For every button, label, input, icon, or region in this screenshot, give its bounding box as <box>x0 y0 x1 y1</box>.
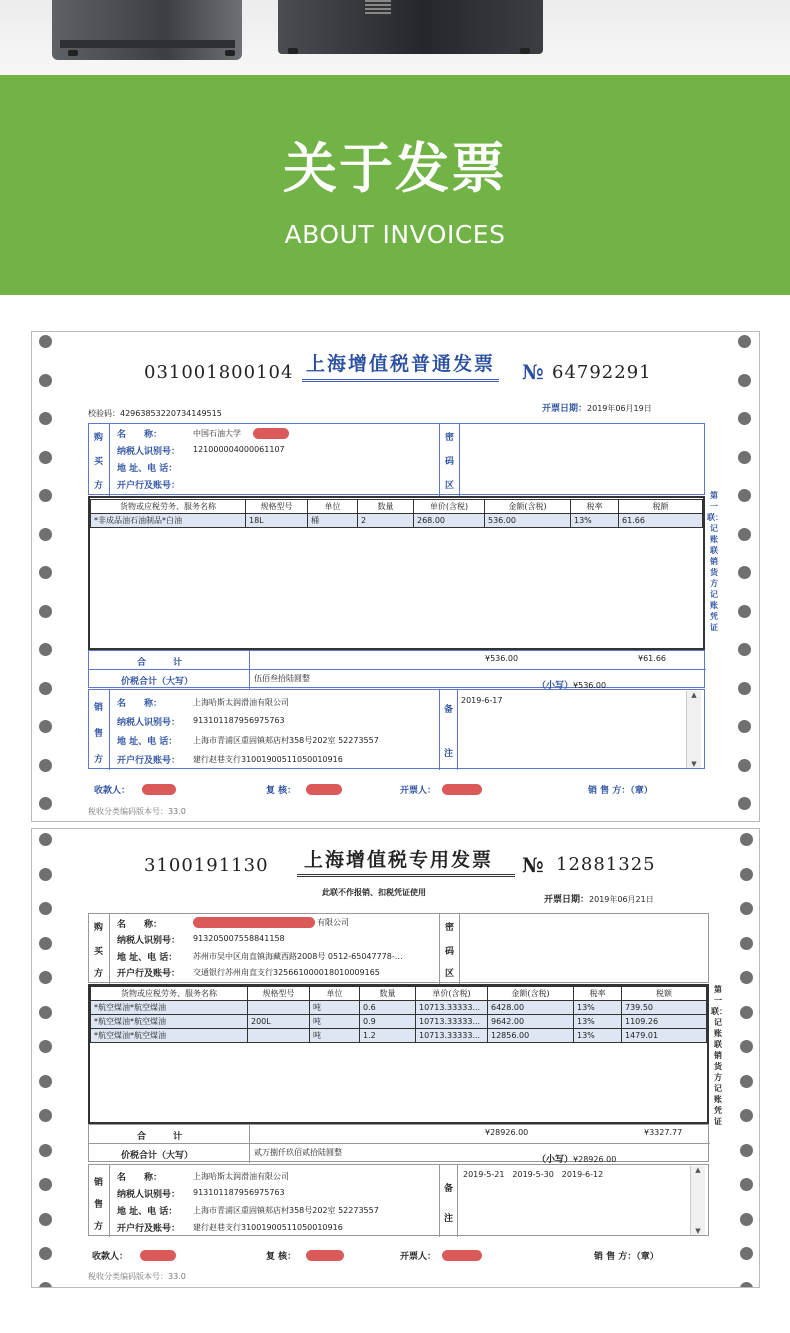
perforation-hole <box>39 1075 52 1088</box>
perforation-hole <box>39 1040 52 1053</box>
seller-side-1: 销 <box>94 703 104 713</box>
total-label: 合 计 <box>137 658 183 668</box>
secret-side-1: 密 <box>445 433 455 443</box>
remark-side-1: 备 <box>444 705 454 715</box>
item-unit: 桶 <box>308 514 358 528</box>
invoice-title: 上海增值税专用发票 <box>304 849 494 871</box>
review-label: 复 核： <box>266 1252 297 1262</box>
item-spec: 18L <box>246 514 308 528</box>
buyer-taxid: 913205007558841158 <box>193 934 285 943</box>
perforation-hole <box>39 868 52 881</box>
tax-total-label: 价税合计（大写） <box>121 677 194 687</box>
perforation-hole <box>740 1006 753 1019</box>
col-header: 货物或应税劳务、服务名称 <box>91 500 246 514</box>
total-upper: 贰万捌仟玖佰贰拾陆圆整 <box>254 1148 342 1157</box>
invoice-subtitle: 此联不作报销、扣税凭证使用 <box>322 888 426 897</box>
redaction-mark <box>306 1250 344 1261</box>
buyer-side-3: 方 <box>94 481 104 491</box>
perforation-hole <box>738 528 751 541</box>
product-photo-strip <box>0 0 790 75</box>
issue-date: 开票日期：2019年06月19日 <box>542 404 652 414</box>
item-rate: 13% <box>574 1029 622 1043</box>
items-table <box>90 986 707 1043</box>
banner-subtitle: ABOUT INVOICES <box>284 220 506 249</box>
buyer-bank: 交通银行苏州甪直支行325661000018010009165 <box>193 968 380 977</box>
perforation-hole <box>39 1144 52 1157</box>
perforation-hole <box>39 937 52 950</box>
payee-label: 收款人： <box>94 786 131 796</box>
buyer-side-2: 买 <box>94 457 104 467</box>
seller-bank: 建行赵巷支行31001900511050010916 <box>193 755 343 764</box>
seller-side-2: 售 <box>94 1200 104 1210</box>
total-label: 合 计 <box>137 1132 183 1142</box>
perforation-hole <box>39 682 52 695</box>
perforation-hole <box>740 971 753 984</box>
perforation-hole <box>738 374 751 387</box>
item-amount: 9642.00 <box>488 1015 574 1029</box>
col-header: 数量 <box>358 500 414 514</box>
buyer-name-label: 名 称： <box>117 920 163 930</box>
seller-section <box>88 689 705 769</box>
col-header: 货物或应税劳务、服务名称 <box>91 987 248 1001</box>
total-lower: （小写）¥28926.00 <box>537 1155 617 1165</box>
seller-addr-label: 地 址、电 话： <box>117 1207 178 1217</box>
perforation-hole <box>740 1213 753 1226</box>
remark-side-2: 注 <box>444 749 454 759</box>
seller-side-3: 方 <box>94 1222 104 1232</box>
invoice-number: 64792291 <box>552 362 652 383</box>
col-header: 税率 <box>574 987 622 1001</box>
invoice-ordinary <box>31 331 760 822</box>
seller-seal-label: 销 售 方：（章） <box>594 1252 659 1262</box>
perforation-hole <box>740 1282 753 1289</box>
col-header: 规格型号 <box>248 987 310 1001</box>
perforation-hole <box>738 759 751 772</box>
redaction-mark <box>140 1250 176 1261</box>
seller-taxid-label: 纳税人识别号： <box>117 1190 181 1200</box>
scroll-up-icon[interactable]: ▲ <box>695 1166 701 1174</box>
buyer-bank-label: 开户行及账号： <box>117 969 181 979</box>
buyer-name: 有限公司 <box>317 918 349 927</box>
redaction-mark <box>253 428 289 439</box>
item-tax: 1109.26 <box>622 1015 707 1029</box>
perforation-hole <box>740 1144 753 1157</box>
col-header: 税率 <box>571 500 619 514</box>
item-unit: 吨 <box>310 1029 360 1043</box>
seller-bank: 建行赵巷支行31001900511050010916 <box>193 1223 343 1232</box>
tax-total-label: 价税合计（大写） <box>121 1151 194 1161</box>
seller-addr-label: 地 址、电 话： <box>117 737 178 747</box>
redaction-mark <box>193 917 315 928</box>
remark-side-2: 注 <box>444 1214 454 1224</box>
item-name: *非成品油石油制品*白油 <box>91 514 246 528</box>
perforation-hole <box>39 335 52 348</box>
no-symbol: № <box>522 360 544 384</box>
buyer-bank-label: 开户行及账号： <box>117 481 181 491</box>
perforation-hole <box>39 643 52 656</box>
scroll-down-icon[interactable]: ▼ <box>691 760 697 768</box>
col-header: 单位 <box>310 987 360 1001</box>
perforation-hole <box>39 605 52 618</box>
item-amount: 6428.00 <box>488 1001 574 1015</box>
buyer-side-1: 购 <box>94 433 104 443</box>
col-header: 规格型号 <box>246 500 308 514</box>
seller-section <box>88 1164 709 1236</box>
seller-taxid: 913101187956975763 <box>193 1188 285 1197</box>
item-name: *航空煤油*航空煤油 <box>91 1015 248 1029</box>
secret-side-2: 码 <box>445 947 455 957</box>
table-row[interactable] <box>91 1029 707 1043</box>
seller-addr: 上海市青浦区重固镇郏店村358号202室 52273557 <box>193 736 379 745</box>
remark-side-1: 备 <box>444 1184 454 1194</box>
perforation-hole <box>740 937 753 950</box>
seller-name-label: 名 称： <box>117 699 163 709</box>
perforation-hole <box>39 1247 52 1260</box>
perforation-hole <box>39 833 52 846</box>
perforation-hole <box>738 412 751 425</box>
version-label: 税收分类编码版本号：33.0 <box>88 1272 186 1281</box>
invoice-code: 031001800104 <box>144 362 294 383</box>
item-qty: 2 <box>358 514 414 528</box>
payee-label: 收款人： <box>92 1252 129 1262</box>
total-amount: ¥536.00 <box>485 654 519 663</box>
version-label: 税收分类编码版本号：33.0 <box>88 807 186 816</box>
buyer-addr-label: 地 址、电 话： <box>117 464 178 474</box>
buyer-section <box>88 423 705 495</box>
machine-wheel <box>68 50 78 56</box>
perforation-hole <box>39 374 52 387</box>
perforation-hole <box>39 489 52 502</box>
col-header: 税额 <box>622 987 707 1001</box>
machine-image-left <box>52 0 242 60</box>
buyer-name-label: 名 称： <box>117 430 163 440</box>
item-name: *航空煤油*航空煤油 <box>91 1001 248 1015</box>
perforation-hole <box>740 902 753 915</box>
remark-scrollbar[interactable] <box>690 1166 705 1235</box>
col-header: 单价(含税) <box>416 987 488 1001</box>
item-rate: 13% <box>571 514 619 528</box>
item-price: 10713.33333... <box>416 1015 488 1029</box>
total-lower: （小写）¥536.00 <box>537 681 607 691</box>
item-qty: 0.6 <box>360 1001 416 1015</box>
perforation-hole <box>39 1006 52 1019</box>
perforation-hole <box>738 643 751 656</box>
invoice-title: 上海增值税普通发票 <box>302 349 499 382</box>
scroll-down-icon[interactable]: ▼ <box>695 1227 701 1235</box>
perforation-hole <box>39 1109 52 1122</box>
machine-wheel <box>520 48 530 54</box>
seller-bank-label: 开户行及账号： <box>117 756 181 766</box>
secret-side-3: 区 <box>445 481 455 491</box>
total-tax: ¥61.66 <box>638 654 666 663</box>
perforation-hole <box>39 566 52 579</box>
side-note: 第一联：记账联 销货方记账凭证 <box>707 491 723 632</box>
table-row[interactable] <box>91 1001 707 1015</box>
items-table <box>90 499 703 528</box>
check-code: 校验码：42963853220734149515 <box>88 409 222 418</box>
seller-seal-label: 销 售 方：（章） <box>588 786 653 796</box>
side-note: 第一联：记账联 销货方记账凭证 <box>711 985 727 1126</box>
perforation-hole <box>39 902 52 915</box>
perforation-hole <box>740 833 753 846</box>
remark-scrollbar[interactable] <box>686 691 701 768</box>
item-spec <box>248 1029 310 1043</box>
perforation-hole <box>740 1040 753 1053</box>
item-tax: 61.66 <box>619 514 703 528</box>
item-price: 10713.33333... <box>416 1001 488 1015</box>
total-amount: ¥28926.00 <box>485 1128 529 1137</box>
item-unit: 吨 <box>310 1001 360 1015</box>
perforation-hole <box>740 1178 753 1191</box>
perforation-hole <box>39 1178 52 1191</box>
buyer-taxid-label: 纳税人识别号： <box>117 936 181 946</box>
buyer-section <box>88 913 709 983</box>
item-tax: 1479.01 <box>622 1029 707 1043</box>
perforation-hole <box>39 1213 52 1226</box>
invoice-code: 3100191130 <box>144 855 269 876</box>
col-header: 数量 <box>360 987 416 1001</box>
perforation-hole <box>39 528 52 541</box>
perforation-hole <box>738 720 751 733</box>
perforation-hole <box>738 682 751 695</box>
remark-text: 2019-6-17 <box>461 696 503 705</box>
buyer-name: 中国石油大学 <box>193 429 241 438</box>
invoice-number: 12881325 <box>556 854 656 875</box>
remark-text: 2019-5-21 2019-5-30 2019-6-12 <box>463 1170 604 1179</box>
drawer-label: 开票人： <box>400 1252 437 1262</box>
table-row[interactable] <box>91 514 703 528</box>
machine-wheel <box>225 50 235 56</box>
perforation-hole <box>740 1109 753 1122</box>
perforation-hole <box>738 489 751 502</box>
redaction-mark <box>442 1250 482 1261</box>
perforation-hole <box>39 720 52 733</box>
item-spec: 200L <box>248 1015 310 1029</box>
total-tax: ¥3327.77 <box>644 1128 683 1137</box>
item-amount: 536.00 <box>485 514 571 528</box>
machine-image-right <box>278 0 543 54</box>
buyer-taxid: 121000004000061107 <box>193 445 285 454</box>
perforation-hole <box>740 1075 753 1088</box>
col-header: 金额(含税) <box>485 500 571 514</box>
col-header: 单位 <box>308 500 358 514</box>
redaction-mark <box>142 784 176 795</box>
buyer-side-3: 方 <box>94 969 104 979</box>
item-price: 10713.33333... <box>416 1029 488 1043</box>
title-rule <box>297 874 515 877</box>
review-label: 复 核： <box>266 786 297 796</box>
no-symbol: № <box>522 853 544 877</box>
item-rate: 13% <box>574 1001 622 1015</box>
totals-section <box>88 650 705 691</box>
seller-taxid-label: 纳税人识别号： <box>117 718 181 728</box>
perforation-hole <box>738 335 751 348</box>
seller-name: 上海哈斯太润滑油有限公司 <box>193 698 289 707</box>
machine-base-left <box>60 40 235 48</box>
perforation-hole <box>740 868 753 881</box>
perforation-hole <box>738 451 751 464</box>
total-upper: 伍佰叁拾陆圆整 <box>254 674 310 683</box>
table-row[interactable] <box>91 1015 707 1029</box>
redaction-mark <box>306 784 342 795</box>
invoice-special <box>31 828 760 1288</box>
perforation-hole <box>39 797 52 810</box>
col-header: 税额 <box>619 500 703 514</box>
redaction-mark <box>442 784 482 795</box>
secret-side-3: 区 <box>445 969 455 979</box>
machine-vent <box>365 0 391 16</box>
seller-taxid: 913101187956975763 <box>193 716 285 725</box>
perforation-hole <box>39 1282 52 1289</box>
perforation-hole <box>39 412 52 425</box>
seller-side-3: 方 <box>94 755 104 765</box>
item-spec <box>248 1001 310 1015</box>
item-unit: 吨 <box>310 1015 360 1029</box>
machine-wheel <box>288 48 298 54</box>
item-price: 268.00 <box>414 514 485 528</box>
item-qty: 0.9 <box>360 1015 416 1029</box>
secret-side-1: 密 <box>445 923 455 933</box>
secret-side-2: 码 <box>445 457 455 467</box>
item-qty: 1.2 <box>360 1029 416 1043</box>
scroll-up-icon[interactable]: ▲ <box>691 691 697 699</box>
seller-side-1: 销 <box>94 1178 104 1188</box>
col-header: 单价(含税) <box>414 500 485 514</box>
perforation-hole <box>39 971 52 984</box>
buyer-addr: 苏州市吴中区甪直镇海藏西路2008号 0512-65047778-… <box>193 952 403 961</box>
buyer-taxid-label: 纳税人识别号： <box>117 447 181 457</box>
item-amount: 12856.00 <box>488 1029 574 1043</box>
totals-section <box>88 1124 709 1165</box>
buyer-addr-label: 地 址、电 话： <box>117 953 178 963</box>
perforation-hole <box>738 605 751 618</box>
perforation-hole <box>39 451 52 464</box>
seller-name: 上海哈斯太润滑油有限公司 <box>193 1172 289 1181</box>
seller-addr: 上海市青浦区重固镇郏店村358号202室 52273557 <box>193 1206 379 1215</box>
perforation-hole <box>740 1247 753 1260</box>
perforation-hole <box>738 797 751 810</box>
seller-side-2: 售 <box>94 729 104 739</box>
col-header: 金额(含税) <box>488 987 574 1001</box>
item-name: *航空煤油*航空煤油 <box>91 1029 248 1043</box>
buyer-side-1: 购 <box>94 923 104 933</box>
drawer-label: 开票人： <box>400 786 437 796</box>
item-rate: 13% <box>574 1015 622 1029</box>
issue-date: 开票日期：2019年06月21日 <box>544 895 654 905</box>
perforation-hole <box>39 759 52 772</box>
banner-title: 关于发票 <box>283 137 507 200</box>
seller-bank-label: 开户行及账号： <box>117 1224 181 1234</box>
buyer-side-2: 买 <box>94 947 104 957</box>
perforation-hole <box>738 566 751 579</box>
seller-name-label: 名 称： <box>117 1173 163 1183</box>
item-tax: 739.50 <box>622 1001 707 1015</box>
